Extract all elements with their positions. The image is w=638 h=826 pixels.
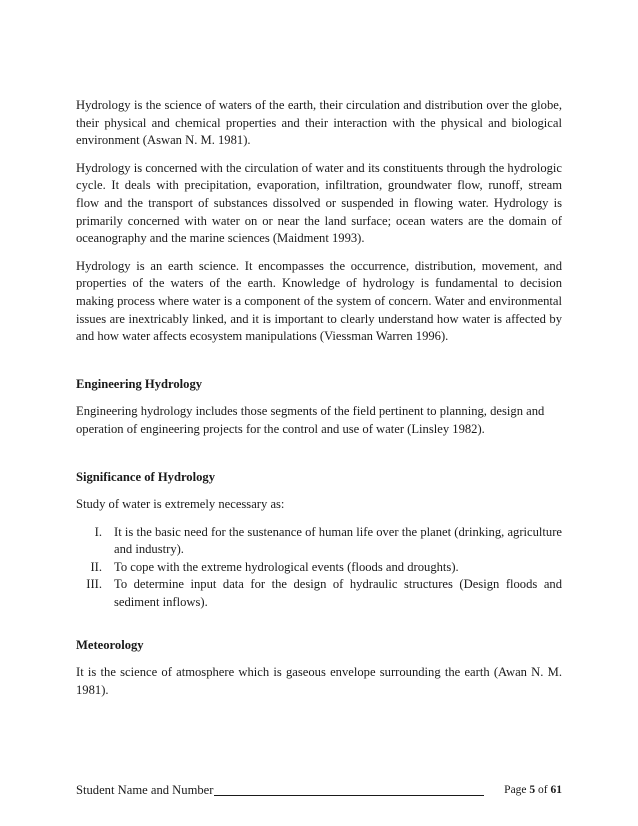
heading-meteorology: Meteorology [76,637,144,652]
student-name-label: Student Name and Number [76,783,214,797]
list-item [76,524,562,559]
significance-intro: Study of water is extremely necessary as: [76,497,285,512]
list-item-text: To cope with the extreme hydrological events (floods and droughts). [114,559,459,574]
paragraph-hydrology-scope: Hydrology is concerned with the circulation of water and its constituents through the hydrologic cycle. It deals with precipitation, evaporation, infiltration, groundwater flow, runoff, stream flow and the transport of substances dissolved or suspended in flowing water. Hydrology is primarily concerned with water on or near the land surface; ocean waters are the domain of oceanography and the marine sciences (Maidment 1993). [76,160,562,246]
student-name-field [76,782,484,799]
page-current: 5 [529,784,536,796]
list-item-number: III. [86,577,102,592]
paragraph-meteorology: It is the science of atmosphere which is gaseous envelope surrounding the earth (Awan N. M. 1981). [76,665,562,697]
heading-significance-of-hydrology: Significance of Hydrology [76,469,215,484]
page-number [504,782,562,799]
list-item [76,559,562,577]
list-item-text: It is the basic need for the sustenance of human life over the planet (drinking, agriculture and industry). [114,524,562,557]
page-content [76,97,562,699]
significance-list [76,524,562,612]
list-item-number: II. [90,559,102,574]
list-item-number: I. [94,524,102,539]
page-word: Page [504,784,527,796]
list-item-text: To determine input data for the design of hydraulic structures (Design floods and sediment inflows). [114,577,562,610]
page-footer [76,782,562,799]
paragraph-hydrology-earth-science: Hydrology is an earth science. It encompasses the occurrence, distribution, movement, and properties of the waters of the earth. Knowledge of hydrology is fundamental to decision making process where water is a component of the system of concern. Water and environmental issues are inextricably linked, and it is important to clearly understand how water is affected by and how water affects ecosystem manipulations (Viessman Warren 1996). [76,258,562,344]
paragraph-engineering-hydrology: Engineering hydrology includes those segments of the field pertinent to planning, design and operation of engineering projects for the control and use of water (Linsley 1982). [76,404,545,436]
page-total: 61 [550,784,562,796]
heading-engineering-hydrology: Engineering Hydrology [76,376,203,391]
list-item [76,576,562,611]
paragraph-hydrology-definition: Hydrology is the science of waters of the earth, their circulation and distribution over the globe, their physical and chemical properties and their interaction with the physical and biological environment (Aswan N. M. 1981). [76,98,562,148]
student-name-underline [214,795,484,796]
of-word: of [538,784,548,796]
